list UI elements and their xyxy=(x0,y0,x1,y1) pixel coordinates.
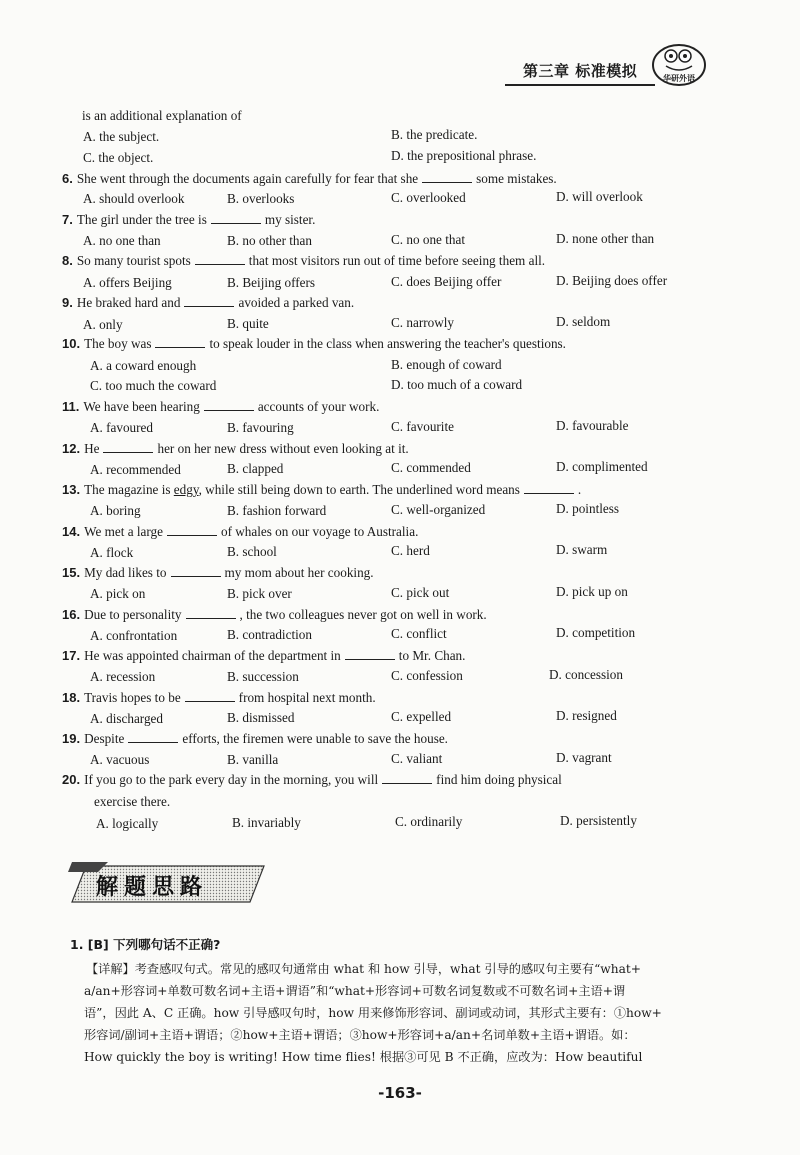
question-text: The boy was xyxy=(84,336,152,351)
question-text-after: . xyxy=(577,482,582,497)
option-c: C. overlooked xyxy=(391,190,466,205)
publisher-logo xyxy=(650,38,708,88)
option-c: C. narrowly xyxy=(391,315,454,330)
question-20-continuation: exercise there. xyxy=(94,794,171,809)
question-number: 6. xyxy=(62,171,73,186)
underlined-word: edgy xyxy=(173,482,199,497)
option-d: D. seldom xyxy=(556,314,611,329)
explanation-line: a/an+形容词+单数可数名词+主语+谓语”和“what+形容词+可数名词复数或不可数名词+主语+谓 xyxy=(84,984,626,998)
answer-blank xyxy=(186,608,236,619)
question-number: 15. xyxy=(62,565,81,580)
option-b: B. quite xyxy=(227,316,269,331)
section-title: 解题思路 xyxy=(96,875,209,900)
option-a: A. vacuous xyxy=(90,752,150,767)
explanation-line: 形容词/副词+主语+谓语；②how+主语+谓语；③how+形容词+a/an+名词单数+主语+谓语。如： xyxy=(84,1028,636,1042)
option-a: A. offers Beijing xyxy=(83,275,172,290)
option-d: D. resigned xyxy=(556,708,617,723)
explanation-line: How quickly the boy is writing! How time flies! 根据③可见 B 不正确，应改为：How beautiful xyxy=(84,1050,643,1064)
answer-blank xyxy=(195,254,245,265)
question-13 xyxy=(62,482,581,498)
question-number: 20. xyxy=(62,772,81,787)
option-a: A. should overlook xyxy=(83,191,185,206)
question-text-after: some mistakes. xyxy=(476,171,557,186)
section-banner xyxy=(68,862,268,906)
option-d: D. persistently xyxy=(560,813,637,828)
question-text: He was appointed chairman of the department in xyxy=(84,648,341,663)
option-c: C. valiant xyxy=(391,751,443,766)
option-d: D. favourable xyxy=(556,418,629,433)
explanation-line: 【详解】考查感叹句式。常见的感叹句通常由 what 和 how 引导，what 引导的感叹句主要有“what+ xyxy=(86,962,641,976)
question-number: 10. xyxy=(62,336,81,351)
question-text: So many tourist spots xyxy=(76,253,191,268)
chapter-title: 第三章 标准模拟 xyxy=(523,62,638,80)
question-text-after: efforts, the firemen were unable to save the house. xyxy=(182,731,448,746)
option-b: B. pick over xyxy=(227,586,292,601)
option-c: C. no one that xyxy=(391,232,465,247)
option-c: C. pick out xyxy=(391,585,450,600)
explanation-line: 语”，因此 A、C 正确。how 引导感叹句时，how 用来修饰形容词、副词或动词，其形式主要有：①how+ xyxy=(84,1006,662,1020)
answer-blank xyxy=(524,483,574,494)
question-text: Due to personality xyxy=(84,607,182,622)
question-17 xyxy=(62,648,465,664)
svg-text:华研外语: 华研外语 xyxy=(663,74,695,83)
option-d: D. Beijing does offer xyxy=(556,273,668,288)
option-c: C. commended xyxy=(391,460,471,475)
header-rule xyxy=(505,84,655,86)
question-14 xyxy=(62,524,418,540)
option-a: A. a coward enough xyxy=(90,358,197,373)
question-18 xyxy=(62,690,376,706)
answer-blank xyxy=(155,337,205,348)
option-a: A. pick on xyxy=(90,586,146,601)
option-b: B. invariably xyxy=(232,815,301,830)
option-b: B. contradiction xyxy=(227,627,312,642)
question-number: 18. xyxy=(62,690,81,705)
option-d: D. complimented xyxy=(556,459,648,474)
option-b: B. fashion forward xyxy=(227,503,327,518)
question-text-after: , the two colleagues never got on well in work. xyxy=(239,607,487,622)
answer-blank xyxy=(128,732,178,743)
question-number: 19. xyxy=(62,731,81,746)
q5-option-a: A. the subject. xyxy=(83,129,160,144)
question-text: He xyxy=(84,441,100,456)
question-text-after: my sister. xyxy=(264,212,316,227)
question-6 xyxy=(62,171,557,187)
question-16 xyxy=(62,607,487,623)
option-c: C. ordinarily xyxy=(395,814,463,829)
question-text-after: my mom about her cooking. xyxy=(224,565,374,580)
option-c: C. well-organized xyxy=(391,502,486,517)
option-a: A. no one than xyxy=(83,233,161,248)
question-text-after: that most visitors run out of time before seeing them all. xyxy=(248,253,546,268)
option-b: B. favouring xyxy=(227,420,294,435)
question-text-after: her on her new dress without even looking at it. xyxy=(157,441,409,456)
question-20 xyxy=(62,772,562,788)
option-b: B. overlooks xyxy=(227,191,295,206)
option-c: C. expelled xyxy=(391,709,452,724)
question-number: 11. xyxy=(62,399,80,414)
option-c: C. herd xyxy=(391,543,430,558)
option-a: A. recommended xyxy=(90,462,181,477)
question-11 xyxy=(62,399,379,415)
option-b: B. Beijing offers xyxy=(227,275,316,290)
option-a: A. discharged xyxy=(90,711,164,726)
question-text: My dad likes to xyxy=(84,565,167,580)
question-9 xyxy=(62,295,354,311)
question-number: 16. xyxy=(62,607,81,622)
question-number: 7. xyxy=(62,212,73,227)
option-a: A. flock xyxy=(90,545,134,560)
option-d: D. pick up on xyxy=(556,584,628,599)
option-b: B. succession xyxy=(227,669,299,684)
option-b: B. vanilla xyxy=(227,752,279,767)
option-a: A. recession xyxy=(90,669,156,684)
question-number: 9. xyxy=(62,295,73,310)
page-header xyxy=(505,52,765,88)
option-d: D. none other than xyxy=(556,231,655,246)
option-a: A. boring xyxy=(90,503,141,518)
page-number: -163- xyxy=(378,1084,422,1102)
question-10 xyxy=(62,336,566,352)
question-text: If you go to the park every day in the morning, you will xyxy=(84,772,379,787)
question-text-after: to Mr. Chan. xyxy=(398,648,466,663)
answer-blank xyxy=(167,525,217,536)
q5-option-c: C. the object. xyxy=(83,150,154,165)
answer-blank xyxy=(204,400,254,411)
question-text: She went through the documents again carefully for fear that she xyxy=(76,171,419,186)
answer-blank xyxy=(211,213,261,224)
option-d: D. concession xyxy=(549,667,623,682)
q5-option-b: B. the predicate. xyxy=(391,127,478,142)
option-a: A. confrontation xyxy=(90,628,178,643)
answer-heading: 1. [B] 下列哪句话不正确? xyxy=(70,937,221,952)
question-15 xyxy=(62,565,374,581)
option-c: C. does Beijing offer xyxy=(391,274,502,289)
option-b: B. no other than xyxy=(227,233,312,248)
option-d: D. swarm xyxy=(556,542,608,557)
option-d: D. pointless xyxy=(556,501,620,516)
question-number: 14. xyxy=(62,524,81,539)
option-a: A. only xyxy=(83,317,123,332)
question-text-after: accounts of your work. xyxy=(257,399,380,414)
question-number: 12. xyxy=(62,441,81,456)
question-7 xyxy=(62,212,315,228)
question-text: Travis hopes to be xyxy=(84,690,181,705)
question-text-after: find him doing physical xyxy=(436,772,562,787)
question-text-middle: , while still being down to earth. The underlined word means xyxy=(198,482,520,497)
option-a: A. favoured xyxy=(90,420,153,435)
question-8 xyxy=(62,253,545,269)
option-c: C. conflict xyxy=(391,626,447,641)
option-b: B. enough of coward xyxy=(391,357,502,372)
option-b: B. clapped xyxy=(227,461,284,476)
question-text: He braked hard and xyxy=(76,295,181,310)
question-text-after: from hospital next month. xyxy=(238,690,376,705)
option-d: D. will overlook xyxy=(556,189,643,204)
question-text: We met a large xyxy=(84,524,163,539)
option-d: D. too much of a coward xyxy=(391,377,523,392)
question-number: 8. xyxy=(62,253,73,268)
question-text: We have been hearing xyxy=(83,399,200,414)
question-text: The magazine is xyxy=(84,482,171,497)
option-d: D. competition xyxy=(556,625,636,640)
question-text-after: of whales on our voyage to Australia. xyxy=(220,524,419,539)
option-c: C. too much the coward xyxy=(90,378,217,393)
answer-blank xyxy=(382,773,432,784)
question-12 xyxy=(62,441,409,457)
question-19 xyxy=(62,731,448,747)
question-text-after: to speak louder in the class when answering the teacher's questions. xyxy=(209,336,566,351)
question-text-after: avoided a parked van. xyxy=(238,295,355,310)
option-c: C. confession xyxy=(391,668,463,683)
answer-blank xyxy=(345,649,395,660)
answer-blank xyxy=(184,296,234,307)
answer-blank xyxy=(171,566,221,577)
question-number: 13. xyxy=(62,482,81,497)
answer-blank xyxy=(185,691,235,702)
question-number: 17. xyxy=(62,648,81,663)
q5-option-d: D. the prepositional phrase. xyxy=(391,148,537,163)
answer-blank xyxy=(422,172,472,183)
answer-blank xyxy=(103,442,153,453)
option-d: D. vagrant xyxy=(556,750,612,765)
option-c: C. favourite xyxy=(391,419,454,434)
option-b: B. dismissed xyxy=(227,710,295,725)
q5-stem-tail: is an additional explanation of xyxy=(82,108,242,123)
question-text: The girl under the tree is xyxy=(76,212,207,227)
option-a: A. logically xyxy=(96,816,159,831)
question-text: Despite xyxy=(84,731,125,746)
option-b: B. school xyxy=(227,544,277,559)
